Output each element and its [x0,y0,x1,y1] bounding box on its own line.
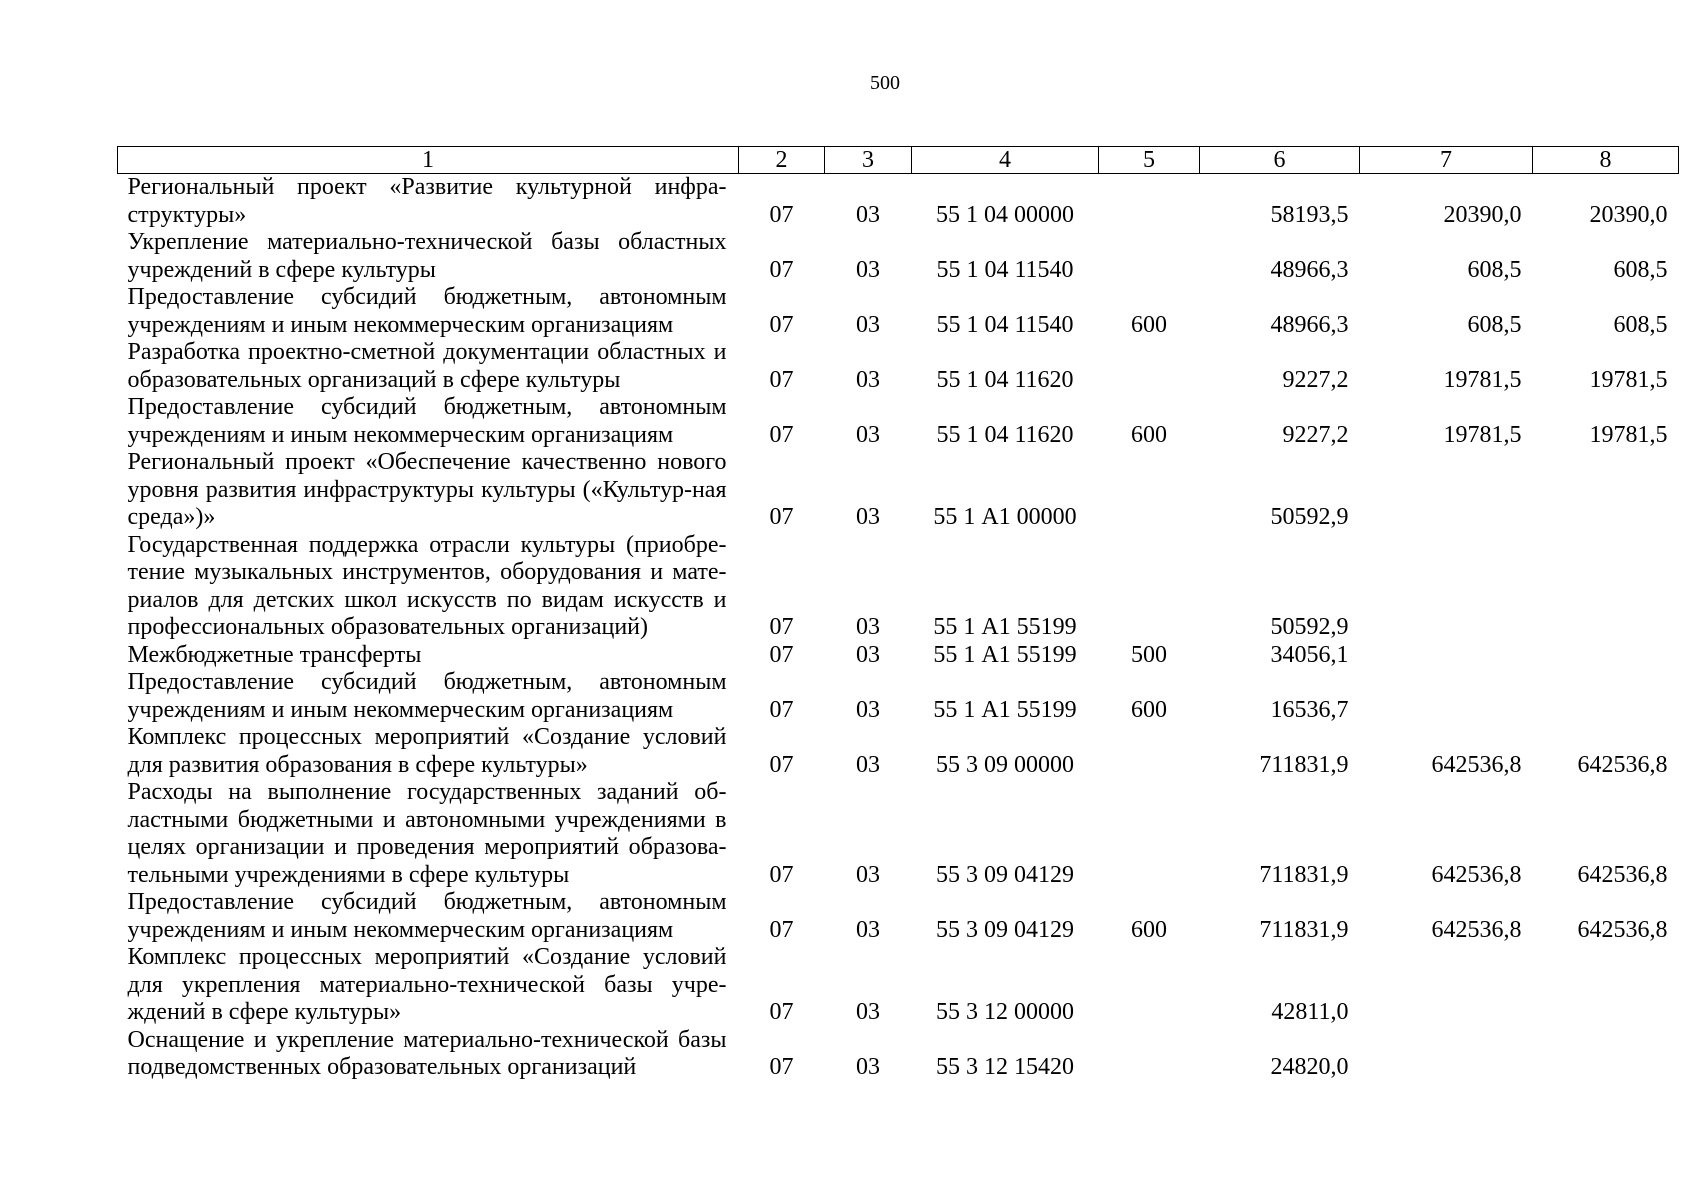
row-name-cell: Расходы на выполнение государственных заданий об-ластными бюджетными и автономными учреждениями в целях организации и проведения мероприятий образова-тельными учреждениями в сфере культуры [127,779,727,888]
expense-type-cell [1099,724,1200,779]
amount-col7-cell: 19781,5 [1443,366,1522,393]
target-article-cell: 55 3 12 00000 [936,999,1074,1025]
target-article-cell: 55 1 04 11540 [936,311,1074,338]
row-name-cell: Комплекс процессных мероприятий «Создание условий для развития образования в сфере культуры» [127,724,727,778]
amount-col6-cell: 9227,2 [1282,421,1349,448]
section-code-cell: 07 [769,201,794,228]
amount-col7-cell: 608,5 [1467,256,1522,283]
row-name-cell: Оснащение и укрепление материально-технической базы подведомственных образовательных организаций [127,1026,727,1080]
subsection-code-cell: 03 [856,256,880,283]
row-name-cell: Государственная поддержка отрасли культуры (приобре-тение музыкальных инструментов, оборудования и мате-риалов для детских школ искусств по видам искусств и профессиональных образовательных организаций) [127,531,727,640]
amount-col7-cell [1360,532,1533,642]
column-header: 3 [825,147,912,174]
amount-col7-cell: 608,5 [1467,311,1522,338]
amount-col8-cell [1533,449,1679,532]
row-name-cell: Разработка проектно-сметной документации областных и образовательных организаций в сфере культуры [127,339,727,393]
amount-col7-cell: 19781,5 [1443,421,1522,448]
target-article-cell: 55 3 09 04129 [936,916,1074,943]
table-row [118,532,1679,642]
table-row [118,779,1679,889]
amount-col7-cell [1360,669,1533,724]
subsection-code-cell: 03 [856,999,880,1025]
amount-col7-cell: 642536,8 [1431,916,1522,943]
target-article-cell: 55 3 09 04129 [936,861,1074,888]
table-row [118,724,1679,779]
column-header: 1 [118,147,739,174]
amount-col6-cell: 50592,9 [1270,504,1349,530]
target-article-cell: 55 1 04 11620 [936,366,1074,393]
row-name-cell: Предоставление субсидий бюджетным, автономным учреждениям и иным некоммерческим организациям [127,669,727,723]
section-code-cell: 07 [769,421,794,448]
section-code-cell: 07 [769,614,794,640]
section-code-cell: 07 [769,366,794,393]
section-code-cell: 07 [769,916,794,943]
target-article-cell: 55 1 04 00000 [936,201,1074,228]
table-row [118,449,1679,532]
expense-type-cell [1099,229,1200,284]
table-row [118,394,1679,449]
section-code-cell: 07 [769,641,794,668]
table-row [118,642,1679,670]
target-article-cell: 55 1 04 11540 [936,256,1074,283]
amount-col6-cell: 9227,2 [1282,366,1349,393]
amount-col6-cell: 16536,7 [1270,696,1349,723]
amount-col8-cell: 642536,8 [1577,861,1668,888]
subsection-code-cell: 03 [856,1054,880,1080]
amount-col7-cell [1360,642,1533,670]
column-header: 5 [1099,147,1200,174]
section-code-cell: 07 [769,861,794,888]
table-row [118,284,1679,339]
table-row [118,229,1679,284]
amount-col6-cell: 711831,9 [1259,861,1349,888]
page-number: 500 [870,72,900,94]
table-row [118,339,1679,394]
subsection-code-cell: 03 [856,751,880,778]
subsection-code-cell: 03 [856,201,880,228]
amount-col6-cell: 711831,9 [1259,751,1349,778]
expense-type-cell [1099,944,1200,1027]
amount-col6-cell: 42811,0 [1271,999,1349,1025]
amount-col6-cell: 50592,9 [1270,614,1349,640]
subsection-code-cell: 03 [856,421,880,448]
subsection-code-cell: 03 [856,916,880,943]
target-article-cell: 55 1 А1 55199 [933,696,1077,723]
amount-col8-cell: 608,5 [1613,256,1668,283]
subsection-code-cell: 03 [856,641,880,668]
expense-type-cell [1099,449,1200,532]
target-article-cell: 55 1 04 11620 [936,421,1074,448]
amount-col8-cell: 19781,5 [1589,421,1668,448]
row-name-cell: Межбюджетные трансферты [127,641,422,668]
expense-type-cell [1099,339,1200,394]
amount-col7-cell [1360,449,1533,532]
section-code-cell: 07 [769,311,794,338]
subsection-code-cell: 03 [856,311,880,338]
subsection-code-cell: 03 [856,696,880,723]
amount-col8-cell [1533,642,1679,670]
amount-col8-cell [1533,532,1679,642]
table-header-row [118,147,1679,174]
column-header: 7 [1360,147,1533,174]
expense-type-cell: 600 [1131,311,1167,338]
amount-col8-cell: 642536,8 [1577,751,1668,778]
amount-col6-cell: 24820,0 [1270,1054,1349,1080]
table-row [118,669,1679,724]
amount-col8-cell [1533,944,1679,1027]
amount-col8-cell: 642536,8 [1577,916,1668,943]
subsection-code-cell: 03 [856,614,880,640]
row-name-cell: Региональный проект «Обеспечение качественно нового уровня развития инфраструктуры культуры («Культур-ная среда»)» [127,449,727,530]
row-name-cell: Укрепление материально-технической базы областных учреждений в сфере культуры [127,229,727,283]
amount-col8-cell: 608,5 [1613,311,1668,338]
expense-type-cell [1099,532,1200,642]
subsection-code-cell: 03 [856,366,880,393]
budget-table [117,146,1679,1082]
amount-col8-cell: 20390,0 [1589,201,1668,228]
section-code-cell: 07 [769,751,794,778]
table-row [118,1027,1679,1082]
expense-type-cell: 600 [1131,696,1167,723]
expense-type-cell [1099,1027,1200,1082]
amount-col7-cell: 642536,8 [1431,861,1522,888]
row-name-cell: Предоставление субсидий бюджетным, автономным учреждениям и иным некоммерческим организациям [127,394,727,448]
column-header: 6 [1200,147,1360,174]
amount-col6-cell: 58193,5 [1270,201,1349,228]
subsection-code-cell: 03 [856,861,880,888]
table-row [118,174,1679,230]
section-code-cell: 07 [769,256,794,283]
amount-col7-cell: 20390,0 [1443,201,1522,228]
expense-type-cell: 500 [1131,641,1167,668]
expense-type-cell: 600 [1131,916,1167,943]
column-header: 8 [1533,147,1679,174]
section-code-cell: 07 [769,999,794,1025]
row-name-cell: Комплекс процессных мероприятий «Создание условий для укрепления материально-технической базы учре-ждений в сфере культуры» [127,944,727,1025]
section-code-cell: 07 [769,696,794,723]
target-article-cell: 55 3 09 00000 [936,751,1074,778]
target-article-cell: 55 1 А1 55199 [933,641,1077,668]
expense-type-cell [1099,174,1200,230]
amount-col6-cell: 48966,3 [1270,311,1349,338]
expense-type-cell: 600 [1131,421,1167,448]
target-article-cell: 55 1 А1 55199 [933,614,1077,640]
table-row [118,889,1679,944]
subsection-code-cell: 03 [856,504,880,530]
amount-col6-cell: 34056,1 [1270,641,1349,668]
target-article-cell: 55 3 12 15420 [936,1054,1074,1080]
amount-col8-cell [1533,669,1679,724]
amount-col6-cell: 711831,9 [1259,916,1349,943]
row-name-cell: Предоставление субсидий бюджетным, автономным учреждениям и иным некоммерческим организациям [127,889,727,943]
target-article-cell: 55 1 А1 00000 [933,504,1077,530]
amount-col7-cell [1360,1027,1533,1082]
column-header: 4 [912,147,1099,174]
amount-col8-cell: 19781,5 [1589,366,1668,393]
amount-col7-cell: 642536,8 [1431,751,1522,778]
expense-type-cell [1099,779,1200,889]
row-name-cell: Региональный проект «Развитие культурной инфра-структуры» [127,174,727,228]
amount-col8-cell [1533,1027,1679,1082]
table-body [118,174,1679,1082]
section-code-cell: 07 [769,1054,794,1080]
amount-col7-cell [1360,944,1533,1027]
section-code-cell: 07 [769,504,794,530]
column-header: 2 [739,147,825,174]
table-row [118,944,1679,1027]
amount-col6-cell: 48966,3 [1270,256,1349,283]
row-name-cell: Предоставление субсидий бюджетным, автономным учреждениям и иным некоммерческим организациям [127,284,727,338]
